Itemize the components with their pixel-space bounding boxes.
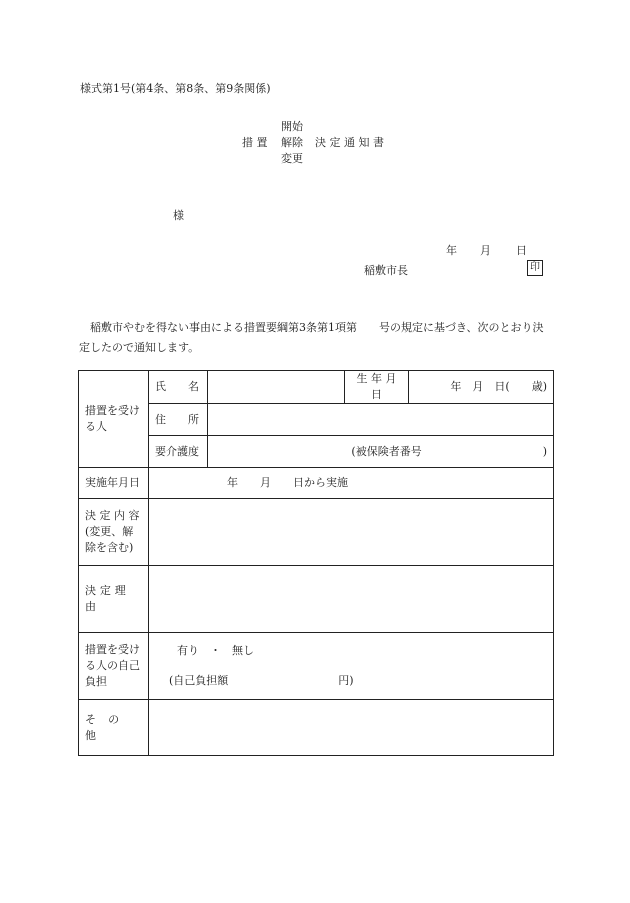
date-month-label: 月: [480, 244, 491, 257]
name-label-cell: 氏 名: [149, 371, 208, 404]
person-label-cell: 措置を受ける人: [79, 371, 149, 468]
table-row: [79, 566, 554, 633]
title-prefix: 措 置: [242, 136, 268, 149]
decision-form-table: [78, 370, 554, 756]
decision-reason-value-cell[interactable]: [149, 566, 554, 633]
title-option-start: 開始: [281, 120, 303, 133]
table-row: [79, 404, 554, 436]
decision-content-label-cell: 決 定 内 容 (変更、解除を含む): [79, 499, 149, 566]
document-title: [242, 118, 412, 166]
date-day-label: 日: [516, 244, 527, 257]
care-level-value-cell[interactable]: (被保険者番号 ): [208, 436, 554, 468]
burden-choice-text[interactable]: 有り ・ 無し: [177, 644, 254, 657]
care-level-label-cell: 要介護度: [149, 436, 208, 468]
notice-body-text: 稲敷市やむを得ない事由による措置要綱第3条第1項第 号の規定に基づき、次のとおり決定したので通知します。: [79, 321, 544, 354]
birth-value-cell[interactable]: 年 月 日( 歳): [409, 371, 554, 404]
self-burden-label-cell: 措置を受ける人の自己負担: [79, 633, 149, 700]
title-suffix: 決 定 通 知 書: [315, 136, 384, 149]
table-row: [79, 371, 554, 404]
name-value-cell[interactable]: [208, 371, 345, 404]
birth-label-cell: 生 年 月 日: [345, 371, 409, 404]
form-number-label: 様式第1号(第4条、第8条、第9条関係): [80, 82, 271, 95]
seal-mark: 印: [527, 260, 543, 276]
table-row: [79, 436, 554, 468]
table-row: [79, 700, 554, 756]
address-label-cell: 住 所: [149, 404, 208, 436]
self-burden-value-cell[interactable]: [149, 633, 554, 700]
decision-reason-label-cell: 決定理由: [79, 566, 149, 633]
date-year-label: 年: [446, 244, 457, 257]
title-option-change: 変更: [281, 152, 303, 165]
recipient-honorific: 様: [173, 209, 184, 222]
implementation-date-label-cell: 実施年月日: [79, 468, 149, 499]
burden-amount-text: (自己負担額 円): [169, 674, 354, 687]
table-row: [79, 633, 554, 700]
address-value-cell[interactable]: [208, 404, 554, 436]
issuer-name: 稲敷市長: [364, 264, 408, 277]
implementation-date-value-cell[interactable]: 年 月 日から実施: [149, 468, 554, 499]
other-value-cell[interactable]: [149, 700, 554, 756]
title-option-cancel: 解除: [281, 136, 303, 149]
table-row: [79, 499, 554, 566]
table-row: [79, 468, 554, 499]
decision-content-value-cell[interactable]: [149, 499, 554, 566]
other-label-cell: その他: [79, 700, 149, 756]
